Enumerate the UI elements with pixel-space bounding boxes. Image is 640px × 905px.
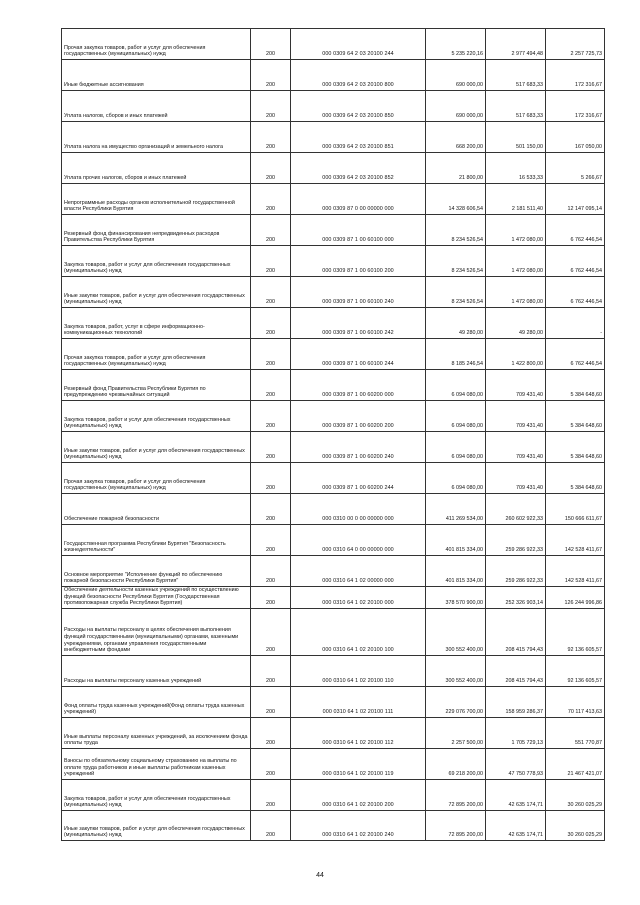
row-remainder-cell: - xyxy=(546,308,605,339)
row-code-cell: 200 xyxy=(251,686,291,717)
row-name-cell: Прочая закупка товаров, работ и услуг для обеспечения государственных (муниципальных) нужд xyxy=(62,29,251,60)
row-approved-cell: 5 235 220,16 xyxy=(426,29,486,60)
row-name-cell: Расходы на выплаты персоналу казенных учреждений xyxy=(62,655,251,686)
row-name-cell: Закупка товаров, работ, услуг в сфере информационно-коммуникационных технологий xyxy=(62,308,251,339)
row-name-cell: Прочая закупка товаров, работ и услуг для обеспечения государственных (муниципальных) нужд xyxy=(62,339,251,370)
row-kbk-cell: 000 0310 00 0 00 00000 000 xyxy=(291,494,426,525)
row-name-cell: Прочая закупка товаров, работ и услуг для обеспечения государственных (муниципальных) нужд xyxy=(62,463,251,494)
row-executed-cell: 158 959 286,37 xyxy=(486,686,546,717)
row-executed-cell: 709 431,40 xyxy=(486,370,546,401)
row-approved-cell: 401 815 334,00 xyxy=(426,556,486,587)
row-approved-cell: 8 234 526,54 xyxy=(426,277,486,308)
row-code-cell: 200 xyxy=(251,717,291,748)
row-executed-cell: 1 705 729,13 xyxy=(486,717,546,748)
table-row xyxy=(62,308,605,339)
row-remainder-cell: 70 117 413,63 xyxy=(546,686,605,717)
row-executed-cell: 42 635 174,71 xyxy=(486,810,546,840)
row-executed-cell: 1 472 080,00 xyxy=(486,277,546,308)
row-remainder-cell: 150 666 611,67 xyxy=(546,494,605,525)
row-name-cell: Иные закупки товаров, работ и услуг для обеспечения государственных (муниципальных) нужд xyxy=(62,810,251,840)
row-approved-cell: 8 234 526,54 xyxy=(426,215,486,246)
row-approved-cell: 72 895 200,00 xyxy=(426,810,486,840)
row-kbk-cell: 000 0310 64 1 02 00000 000 xyxy=(291,556,426,587)
row-remainder-cell: 30 260 025,29 xyxy=(546,779,605,810)
row-kbk-cell: 000 0309 64 2 03 20100 852 xyxy=(291,153,426,184)
row-executed-cell: 47 750 778,93 xyxy=(486,748,546,779)
table-row xyxy=(62,401,605,432)
table-row xyxy=(62,153,605,184)
row-approved-cell: 668 200,00 xyxy=(426,122,486,153)
row-executed-cell: 208 415 794,43 xyxy=(486,655,546,686)
table-row xyxy=(62,339,605,370)
row-name-cell: Взносы по обязательному социальному страхованию на выплаты по оплате труда работников и иные выплаты работникам казенных учреждений xyxy=(62,748,251,779)
table-row xyxy=(62,525,605,556)
row-executed-cell: 252 326 903,14 xyxy=(486,587,546,609)
row-kbk-cell: 000 0309 87 1 00 60200 240 xyxy=(291,432,426,463)
table-row xyxy=(62,608,605,655)
table-row xyxy=(62,91,605,122)
table-row xyxy=(62,810,605,840)
row-executed-cell: 709 431,40 xyxy=(486,432,546,463)
row-name-cell: Закупка товаров, работ и услуг для обеспечения государственных (муниципальных) нужд xyxy=(62,401,251,432)
row-remainder-cell: 6 762 446,54 xyxy=(546,246,605,277)
row-remainder-cell: 551 770,87 xyxy=(546,717,605,748)
table-row xyxy=(62,246,605,277)
table-row xyxy=(62,29,605,60)
row-name-cell: Непрограммные расходы органов исполнительной государственной власти Республики Бурятия xyxy=(62,184,251,215)
row-code-cell: 200 xyxy=(251,184,291,215)
row-kbk-cell: 000 0309 64 2 03 20100 800 xyxy=(291,60,426,91)
row-kbk-cell: 000 0310 64 1 02 20100 200 xyxy=(291,779,426,810)
row-name-cell: Закупка товаров, работ и услуг для обеспечения государственных (муниципальных) нужд xyxy=(62,779,251,810)
row-name-cell: Иные бюджетные ассигнования xyxy=(62,60,251,91)
row-code-cell: 200 xyxy=(251,60,291,91)
row-remainder-cell: 5 384 648,60 xyxy=(546,401,605,432)
table-row xyxy=(62,779,605,810)
table-row xyxy=(62,556,605,587)
table-row xyxy=(62,655,605,686)
table-row xyxy=(62,277,605,308)
row-approved-cell: 6 094 080,00 xyxy=(426,401,486,432)
row-name-cell: Государственная программа Республики Бурятия "Безопасность жизнедеятельности" xyxy=(62,525,251,556)
row-code-cell: 200 xyxy=(251,494,291,525)
row-kbk-cell: 000 0309 87 1 00 60100 200 xyxy=(291,246,426,277)
budget-execution-table xyxy=(61,28,605,841)
row-approved-cell: 14 328 606,54 xyxy=(426,184,486,215)
row-kbk-cell: 000 0309 87 1 00 60100 244 xyxy=(291,339,426,370)
row-approved-cell: 69 218 200,00 xyxy=(426,748,486,779)
row-executed-cell: 49 280,00 xyxy=(486,308,546,339)
table-row xyxy=(62,60,605,91)
row-name-cell: Фонд оплаты труда казенных учреждений(Фонд оплаты труда казенных учреждений) xyxy=(62,686,251,717)
row-executed-cell: 501 150,00 xyxy=(486,122,546,153)
row-remainder-cell: 5 266,67 xyxy=(546,153,605,184)
row-remainder-cell: 6 762 446,54 xyxy=(546,339,605,370)
row-name-cell: Уплата прочих налогов, сборов и иных платежей xyxy=(62,153,251,184)
row-code-cell: 200 xyxy=(251,810,291,840)
row-approved-cell: 300 552 400,00 xyxy=(426,655,486,686)
row-approved-cell: 411 269 534,00 xyxy=(426,494,486,525)
row-code-cell: 200 xyxy=(251,779,291,810)
row-code-cell: 200 xyxy=(251,432,291,463)
row-remainder-cell: 2 257 725,73 xyxy=(546,29,605,60)
row-remainder-cell: 12 147 095,14 xyxy=(546,184,605,215)
row-code-cell: 200 xyxy=(251,401,291,432)
row-executed-cell: 208 415 794,43 xyxy=(486,608,546,655)
row-code-cell: 200 xyxy=(251,339,291,370)
row-kbk-cell: 000 0309 87 1 00 60100 000 xyxy=(291,215,426,246)
row-code-cell: 200 xyxy=(251,748,291,779)
row-kbk-cell: 000 0309 87 1 00 60200 244 xyxy=(291,463,426,494)
row-kbk-cell: 000 0309 87 1 00 60200 000 xyxy=(291,370,426,401)
row-executed-cell: 1 472 080,00 xyxy=(486,246,546,277)
row-kbk-cell: 000 0310 64 1 02 20100 000 xyxy=(291,587,426,609)
row-code-cell: 200 xyxy=(251,277,291,308)
row-name-cell: Иные закупки товаров, работ и услуг для обеспечения государственных (муниципальных) нужд xyxy=(62,432,251,463)
row-approved-cell: 2 257 500,00 xyxy=(426,717,486,748)
row-remainder-cell: 126 244 996,86 xyxy=(546,587,605,609)
row-approved-cell: 378 570 900,00 xyxy=(426,587,486,609)
row-executed-cell: 709 431,40 xyxy=(486,401,546,432)
row-executed-cell: 517 683,33 xyxy=(486,60,546,91)
row-code-cell: 200 xyxy=(251,308,291,339)
row-approved-cell: 6 094 080,00 xyxy=(426,432,486,463)
row-name-cell: Расходы на выплаты персоналу в целях обеспечения выполнения функций государственными (муниципальными) органами, казенными учреждениями, органами управления государственными внебюджетными фондами xyxy=(62,608,251,655)
row-kbk-cell: 000 0309 64 2 03 20100 244 xyxy=(291,29,426,60)
row-remainder-cell: 21 467 421,07 xyxy=(546,748,605,779)
row-remainder-cell: 6 762 446,54 xyxy=(546,277,605,308)
row-name-cell: Обеспечение пожарной безопасности xyxy=(62,494,251,525)
row-remainder-cell: 142 528 411,67 xyxy=(546,556,605,587)
table-row xyxy=(62,122,605,153)
row-remainder-cell: 5 384 648,60 xyxy=(546,432,605,463)
row-kbk-cell: 000 0310 64 1 02 20100 112 xyxy=(291,717,426,748)
row-kbk-cell: 000 0309 87 1 00 60100 240 xyxy=(291,277,426,308)
row-approved-cell: 300 552 400,00 xyxy=(426,608,486,655)
table-row xyxy=(62,717,605,748)
row-kbk-cell: 000 0310 64 0 00 00000 000 xyxy=(291,525,426,556)
row-approved-cell: 690 000,00 xyxy=(426,91,486,122)
row-kbk-cell: 000 0309 87 1 00 60200 200 xyxy=(291,401,426,432)
row-executed-cell: 2 977 494,48 xyxy=(486,29,546,60)
row-code-cell: 200 xyxy=(251,608,291,655)
row-code-cell: 200 xyxy=(251,215,291,246)
row-name-cell: Иные выплаты персоналу казенных учреждений, за исключением фонда оплаты труда xyxy=(62,717,251,748)
table-row xyxy=(62,432,605,463)
row-remainder-cell: 30 260 025,29 xyxy=(546,810,605,840)
row-name-cell: Основное мероприятие "Исполнение функций по обеспечению пожарной безопасности Республики Бурятия" xyxy=(62,556,251,587)
row-code-cell: 200 xyxy=(251,556,291,587)
row-remainder-cell: 172 316,67 xyxy=(546,60,605,91)
row-approved-cell: 6 094 080,00 xyxy=(426,370,486,401)
row-code-cell: 200 xyxy=(251,370,291,401)
row-remainder-cell: 92 136 605,57 xyxy=(546,655,605,686)
table-row xyxy=(62,370,605,401)
row-remainder-cell: 5 384 648,60 xyxy=(546,463,605,494)
row-name-cell: Иные закупки товаров, работ и услуг для обеспечения государственных (муниципальных) нужд xyxy=(62,277,251,308)
row-code-cell: 200 xyxy=(251,246,291,277)
row-kbk-cell: 000 0310 64 1 02 20100 119 xyxy=(291,748,426,779)
row-name-cell: Уплата налогов, сборов и иных платежей xyxy=(62,91,251,122)
table-row xyxy=(62,686,605,717)
table-body xyxy=(62,29,605,841)
row-executed-cell: 517 683,33 xyxy=(486,91,546,122)
row-code-cell: 200 xyxy=(251,525,291,556)
row-kbk-cell: 000 0309 64 2 03 20100 851 xyxy=(291,122,426,153)
table-row xyxy=(62,215,605,246)
row-kbk-cell: 000 0309 64 2 03 20100 850 xyxy=(291,91,426,122)
row-kbk-cell: 000 0309 87 0 00 00000 000 xyxy=(291,184,426,215)
row-executed-cell: 42 635 174,71 xyxy=(486,779,546,810)
table-row xyxy=(62,748,605,779)
row-executed-cell: 1 422 800,00 xyxy=(486,339,546,370)
row-code-cell: 200 xyxy=(251,655,291,686)
row-approved-cell: 229 076 700,00 xyxy=(426,686,486,717)
table-row xyxy=(62,587,605,609)
row-kbk-cell: 000 0309 87 1 00 60100 242 xyxy=(291,308,426,339)
row-remainder-cell: 92 136 605,57 xyxy=(546,608,605,655)
row-approved-cell: 401 815 334,00 xyxy=(426,525,486,556)
row-code-cell: 200 xyxy=(251,153,291,184)
row-remainder-cell: 167 050,00 xyxy=(546,122,605,153)
row-code-cell: 200 xyxy=(251,587,291,609)
row-executed-cell: 260 602 922,33 xyxy=(486,494,546,525)
row-kbk-cell: 000 0310 64 1 02 20100 100 xyxy=(291,608,426,655)
row-approved-cell: 72 895 200,00 xyxy=(426,779,486,810)
row-name-cell: Резервный фонд финансирования непредвиденных расходов Правительства Республики Бурятия xyxy=(62,215,251,246)
table-row xyxy=(62,184,605,215)
row-executed-cell: 709 431,40 xyxy=(486,463,546,494)
row-name-cell: Уплата налога на имущество организаций и земельного налога xyxy=(62,122,251,153)
row-kbk-cell: 000 0310 64 1 02 20100 111 xyxy=(291,686,426,717)
page-number: 44 xyxy=(316,872,324,879)
row-remainder-cell: 142 528 411,67 xyxy=(546,525,605,556)
row-name-cell: Обеспечение деятельности казенных учреждений по осуществлению функций безопасности Республики Бурятия (Государственная противопожарная служба Республики Бурятия) xyxy=(62,587,251,609)
row-name-cell: Резервный фонд Правительства Республики Бурятия по предупреждению чрезвычайных ситуаций xyxy=(62,370,251,401)
row-remainder-cell: 6 762 446,54 xyxy=(546,215,605,246)
table-row xyxy=(62,494,605,525)
row-name-cell: Закупка товаров, работ и услуг для обеспечения государственных (муниципальных) нужд xyxy=(62,246,251,277)
row-executed-cell: 2 181 511,40 xyxy=(486,184,546,215)
row-approved-cell: 21 800,00 xyxy=(426,153,486,184)
row-code-cell: 200 xyxy=(251,91,291,122)
row-remainder-cell: 172 316,67 xyxy=(546,91,605,122)
row-remainder-cell: 5 384 648,60 xyxy=(546,370,605,401)
row-executed-cell: 1 472 080,00 xyxy=(486,215,546,246)
row-executed-cell: 259 286 922,33 xyxy=(486,525,546,556)
row-kbk-cell: 000 0310 64 1 02 20100 240 xyxy=(291,810,426,840)
row-approved-cell: 6 094 080,00 xyxy=(426,463,486,494)
row-approved-cell: 49 280,00 xyxy=(426,308,486,339)
row-executed-cell: 16 533,33 xyxy=(486,153,546,184)
row-kbk-cell: 000 0310 64 1 02 20100 110 xyxy=(291,655,426,686)
row-approved-cell: 8 185 246,54 xyxy=(426,339,486,370)
row-code-cell: 200 xyxy=(251,463,291,494)
row-approved-cell: 690 000,00 xyxy=(426,60,486,91)
row-executed-cell: 259 286 922,33 xyxy=(486,556,546,587)
row-code-cell: 200 xyxy=(251,29,291,60)
row-code-cell: 200 xyxy=(251,122,291,153)
row-approved-cell: 8 234 526,54 xyxy=(426,246,486,277)
table-row xyxy=(62,463,605,494)
